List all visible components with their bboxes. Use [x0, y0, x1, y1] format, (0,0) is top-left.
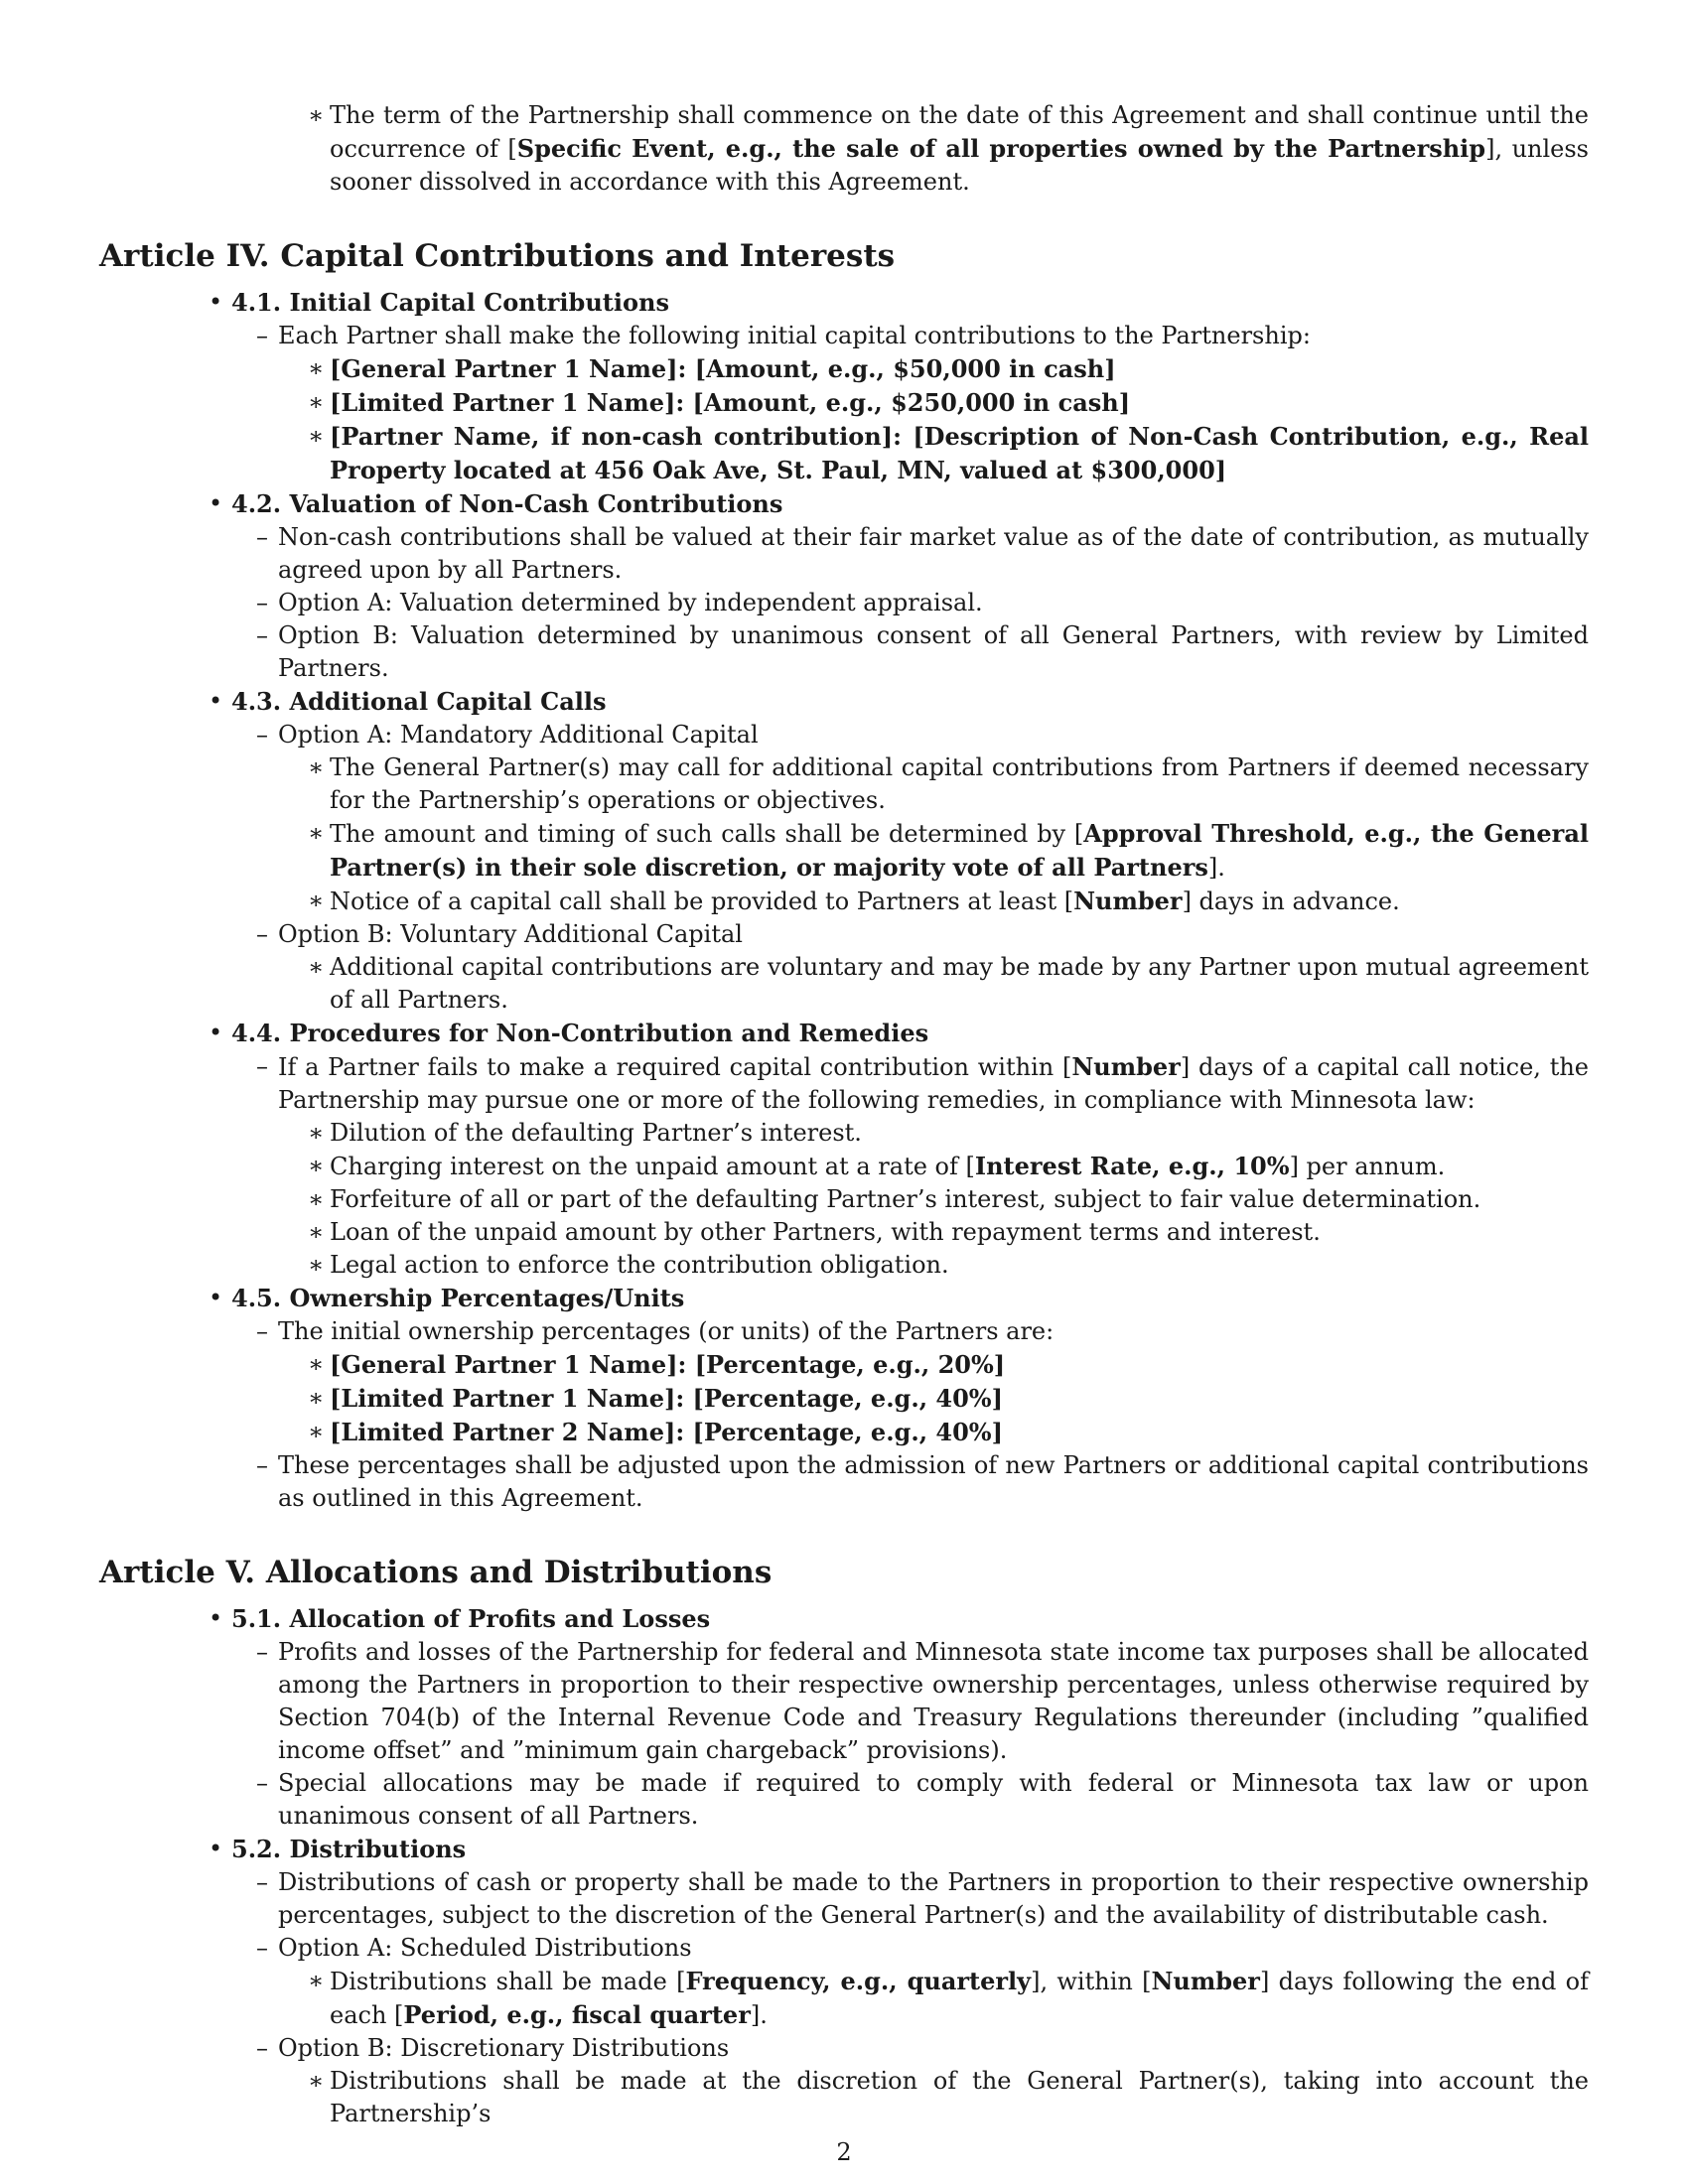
list-item: ∗ Distributions shall be made at the discretion of the General Partner(s), taking into account the Partnership’s — [308, 2067, 1589, 2127]
list-item: ∗ Legal action to enforce the contribution obligation. — [99, 1249, 1589, 1282]
list-item: ∗ Dilution of the defaulting Partner’s interest. — [99, 1117, 1589, 1150]
list-item: ∗ [General Partner 1 Name]: [Percentage, e.g., 20%] — [308, 1350, 1006, 1379]
dash-marker: – — [256, 1052, 268, 1080]
dash-marker: – — [256, 589, 268, 616]
star-marker: ∗ — [308, 1967, 325, 1994]
list-item: ∗ [Partner Name, if non-cash contribution]: [Description of Non-Cash Contribution, e.g., Real Property located at 456 Oak Ave, St. Paul, MN, valued at $300,000] — [308, 422, 1589, 484]
page-number: 2 — [836, 2138, 852, 2166]
list-item: – The initial ownership percentages (or units) of the Partners are: — [99, 1315, 1589, 1348]
article-heading: Article V. Allocations and Distributions — [99, 1555, 773, 1590]
bullet-marker: • — [209, 687, 223, 715]
dash-marker: – — [256, 920, 268, 948]
list-item: – Profits and losses of the Partnership for federal and Minnesota state income tax purposes shall be allocated among the Partners in proportion to their respective ownership percentages, unless otherwise required by Section 704(b) of the Internal Revenue Code and Treasury Regulations thereunder (including ”qualified income offset” and ”minimum gain chargeback” provisions). — [256, 1638, 1589, 1764]
list-item: ∗ [General Partner 1 Name]: [Amount, e.g., $50,000 in cash] — [308, 354, 1116, 383]
list-item: ∗ [Limited Partner 1 Name]: [Percentage, e.g., 40%] — [308, 1384, 1003, 1413]
article-heading: Article IV. Capital Contributions and Interests — [99, 238, 896, 274]
list-item: ∗ The term of the Partnership shall commence on the date of this Agreement and shall continue until the occurrence of [Specific Event, e.g., the sale of all properties owned by the Partnership], unless sooner dissolved in accordance with this Agreement. — [308, 101, 1589, 196]
star-marker: ∗ — [308, 1119, 325, 1147]
bullet-marker: • — [209, 1604, 223, 1632]
list-item: ∗ Charging interest on the unpaid amount at a rate of [Interest Rate, e.g., 10%] per annum. — [308, 1152, 1446, 1180]
list-item: ∗ Forfeiture of all or part of the defaulting Partner’s interest, subject to fair value determination. — [99, 1183, 1589, 1216]
star-marker: ∗ — [308, 2067, 325, 2095]
list-item: ∗ The amount and timing of such calls shall be determined by [Approval Threshold, e.g., the General Partner(s) in their sole discretion, or majority vote of all Partners]. — [308, 819, 1589, 882]
section-heading: • 4.2. Valuation of Non-Cash Contributions — [209, 489, 783, 518]
list-item: ∗ [Limited Partner 1 Name]: [Amount, e.g., $250,000 in cash] — [308, 388, 1131, 417]
list-item: – Option B: Discretionary Distributions — [99, 2032, 1589, 2065]
list-item: – These percentages shall be adjusted upon the admission of new Partners or additional capital contributions as outlined in this Agreement. — [256, 1451, 1589, 1512]
list-item: ∗ Notice of a capital call shall be provided to Partners at least [Number] days in advance. — [308, 887, 1400, 915]
list-item: – Special allocations may be made if required to comply with federal or Minnesota tax law or upon unanimous consent of all Partners. — [256, 1769, 1589, 1830]
dash-marker: – — [256, 1868, 268, 1896]
dash-marker: – — [256, 1934, 268, 1962]
section-heading: • 4.5. Ownership Percentages/Units — [209, 1284, 685, 1312]
list-item: – Distributions of cash or property shall be made to the Partners in proportion to their respective ownership percentages, subject to the discretion of the General Partner(s) and the availability of distributable cash. — [256, 1868, 1589, 1929]
dash-marker: – — [256, 1638, 268, 1666]
star-marker: ∗ — [308, 1185, 325, 1213]
section-heading: • 4.3. Additional Capital Calls — [209, 687, 607, 716]
bullet-marker: • — [209, 1835, 223, 1862]
list-item: – Option A: Mandatory Additional Capital — [99, 719, 1589, 751]
star-marker: ∗ — [308, 1152, 325, 1179]
star-marker: ∗ — [308, 354, 325, 382]
list-item: – Non-cash contributions shall be valued at their fair market value as of the date of contribution, as mutually agreed upon by all Partners. — [256, 523, 1589, 584]
star-marker: ∗ — [308, 1251, 325, 1279]
dash-marker: – — [256, 1317, 268, 1345]
section-heading: • 4.1. Initial Capital Contributions — [209, 288, 669, 317]
star-marker: ∗ — [308, 753, 325, 781]
star-marker: ∗ — [308, 101, 325, 129]
star-marker: ∗ — [308, 1384, 325, 1412]
dash-marker: – — [256, 2034, 268, 2062]
star-marker: ∗ — [308, 1218, 325, 1246]
list-item: – Option A: Valuation determined by independent appraisal. — [99, 587, 1589, 619]
list-item: ∗ [Limited Partner 2 Name]: [Percentage, e.g., 40%] — [308, 1418, 1003, 1446]
list-item: – If a Partner fails to make a required capital contribution within [Number] days of a capital call notice, the Partnership may pursue one or more of the following remedies, in compliance with Minnesota law: — [256, 1052, 1589, 1114]
list-item: ∗ Additional capital contributions are voluntary and may be made by any Partner upon mutual agreement of all Partners. — [308, 953, 1589, 1014]
dash-marker: – — [256, 322, 268, 349]
page-content — [99, 99, 1589, 2130]
bullet-marker: • — [209, 288, 223, 316]
bullet-marker: • — [209, 1019, 223, 1046]
star-marker: ∗ — [308, 422, 325, 450]
section-heading: • 5.2. Distributions — [209, 1835, 467, 1863]
star-marker: ∗ — [308, 887, 325, 914]
star-marker: ∗ — [308, 388, 325, 416]
list-item: – Option B: Valuation determined by unanimous consent of all General Partners, with review by Limited Partners. — [256, 621, 1589, 682]
list-item: – Option B: Voluntary Additional Capital — [99, 918, 1589, 951]
star-marker: ∗ — [308, 819, 325, 847]
dash-marker: – — [256, 721, 268, 749]
list-item: ∗ The General Partner(s) may call for additional capital contributions from Partners if deemed necessary for the Partnership’s operations or objectives. — [308, 753, 1589, 814]
list-item: ∗ Loan of the unpaid amount by other Partners, with repayment terms and interest. — [99, 1216, 1589, 1249]
dash-marker: – — [256, 1769, 268, 1797]
list-item: – Option A: Scheduled Distributions — [99, 1932, 1589, 1965]
star-marker: ∗ — [308, 953, 325, 981]
dash-marker: – — [256, 1451, 268, 1479]
bullet-marker: • — [209, 489, 223, 517]
dash-marker: – — [256, 621, 268, 649]
list-item: – Each Partner shall make the following initial capital contributions to the Partnership: — [99, 320, 1589, 352]
list-item: ∗ Distributions shall be made [Frequency, e.g., quarterly], within [Number] days following the end of each [Period, e.g., fiscal quarter]. — [308, 1967, 1590, 2029]
dash-marker: – — [256, 523, 268, 551]
section-heading: • 5.1. Allocation of Profits and Losses — [209, 1604, 711, 1633]
star-marker: ∗ — [308, 1418, 325, 1445]
bullet-marker: • — [209, 1284, 223, 1311]
section-heading: • 4.4. Procedures for Non-Contribution and Remedies — [209, 1019, 929, 1047]
star-marker: ∗ — [308, 1350, 325, 1378]
